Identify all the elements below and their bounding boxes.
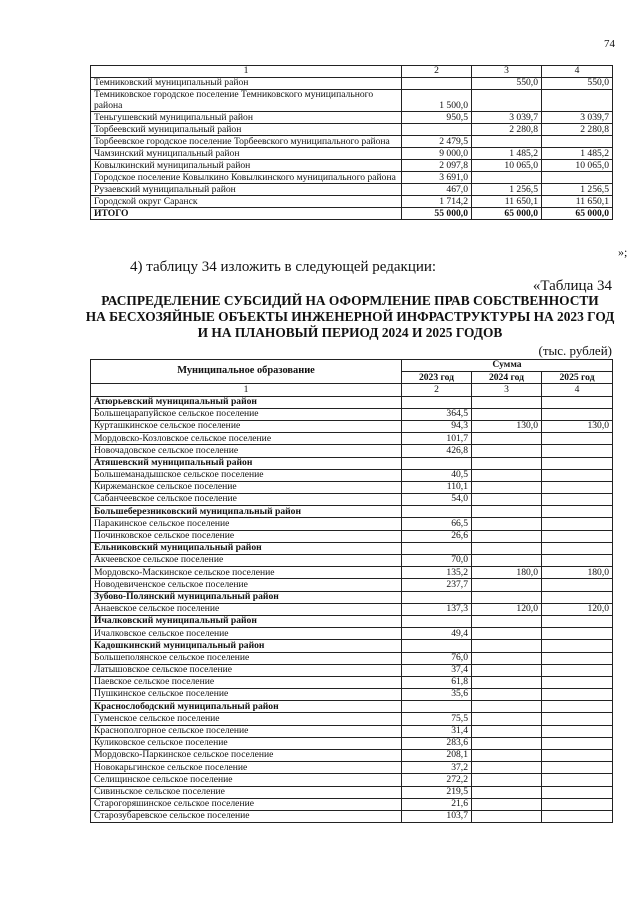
total-row [91, 208, 613, 220]
cell-name: Большеберезниковский муниципальный район [91, 506, 402, 518]
cell-name: Городской округ Саранск [91, 196, 402, 208]
cell-value-1: 9 000,0 [402, 148, 472, 160]
column-number: 2 [402, 384, 472, 396]
table1-header-cell: 4 [542, 66, 613, 78]
cell-name: Сабанчеевское сельское поселение [91, 494, 402, 506]
column-number: 3 [472, 384, 542, 396]
cell-value-2 [472, 555, 542, 567]
cell-value-1: 31,4 [402, 725, 472, 737]
cell-value-1: 237,7 [402, 579, 472, 591]
cell-value-3 [542, 469, 613, 481]
cell-name: Ичалковское сельское поселение [91, 628, 402, 640]
cell-value-3 [542, 762, 613, 774]
table-row [91, 469, 613, 481]
cell-value-2: 120,0 [472, 603, 542, 615]
cell-value-3 [542, 810, 613, 822]
cell-value-1: 66,5 [402, 518, 472, 530]
cell-value-1 [402, 615, 472, 627]
cell-name: Ельниковский муниципальный район [91, 542, 402, 554]
table-row [91, 481, 613, 493]
cell-value-3: 11 650,1 [542, 196, 613, 208]
table1-header-cell: 1 [91, 66, 402, 78]
cell-value-3: 550,0 [542, 77, 613, 89]
cell-value-2 [472, 774, 542, 786]
cell-value-1: 26,6 [402, 530, 472, 542]
cell-value-3 [542, 750, 613, 762]
cell-value-1: 426,8 [402, 445, 472, 457]
district-row [91, 640, 613, 652]
table-row [91, 737, 613, 749]
cell-name: Анаевское сельское поселение [91, 603, 402, 615]
cell-value-1: 364,5 [402, 408, 472, 420]
table-label: «Таблица 34 [532, 278, 612, 294]
cell-value-2: 1 485,2 [472, 148, 542, 160]
table-row [91, 408, 613, 420]
title-line: НА БЕСХОЗЯЙНЫЕ ОБЪЕКТЫ ИНЖЕНЕРНОЙ ИНФРАСТРУКТУРЫ НА 2023 ГОД [85, 309, 615, 324]
amendment-sentence: 4) таблицу 34 изложить в следующей редакции: [130, 259, 437, 275]
cell-value-3 [542, 445, 613, 457]
cell-value-2 [472, 518, 542, 530]
cell-name: Старогоряшинское сельское поселение [91, 798, 402, 810]
table-row [91, 810, 613, 822]
table-row [91, 689, 613, 701]
cell-value-1: 70,0 [402, 555, 472, 567]
table-row [91, 184, 613, 196]
cell-value-3 [542, 494, 613, 506]
table2-header-row [91, 360, 613, 372]
cell-value-1: 55 000,0 [402, 208, 472, 220]
cell-name: Куликовское сельское поселение [91, 737, 402, 749]
cell-value-3 [542, 615, 613, 627]
cell-value-1: 76,0 [402, 652, 472, 664]
table-row [91, 77, 613, 89]
cell-value-1: 2 479,5 [402, 136, 472, 148]
page-number: 74 [604, 38, 615, 50]
table1-body [91, 66, 613, 220]
cell-value-2 [472, 725, 542, 737]
cell-value-1: 49,4 [402, 628, 472, 640]
cell-value-3 [542, 457, 613, 469]
table-row [91, 420, 613, 432]
cell-value-2 [472, 542, 542, 554]
cell-name: Латышовское сельское поселение [91, 664, 402, 676]
cell-value-3: 2 280,8 [542, 124, 613, 136]
cell-name: Мордовско-Маскинское сельское поселение [91, 567, 402, 579]
cell-value-2 [472, 701, 542, 713]
cell-value-3: 65 000,0 [542, 208, 613, 220]
subsidy-table-continuation [90, 65, 613, 220]
cell-value-3 [542, 737, 613, 749]
cell-value-1: 21,6 [402, 798, 472, 810]
table-row [91, 628, 613, 640]
cell-value-3 [542, 136, 613, 148]
cell-value-2 [472, 481, 542, 493]
cell-value-1: 94,3 [402, 420, 472, 432]
cell-value-2 [472, 737, 542, 749]
table-row [91, 124, 613, 136]
cell-value-2 [472, 676, 542, 688]
table1-header-cell: 2 [402, 66, 472, 78]
header-year: 2023 год [402, 372, 472, 384]
cell-value-2 [472, 433, 542, 445]
cell-value-2 [472, 664, 542, 676]
cell-value-1 [402, 591, 472, 603]
cell-value-2 [472, 810, 542, 822]
cell-name: Акчеевское сельское поселение [91, 555, 402, 567]
cell-value-2 [472, 408, 542, 420]
cell-value-2: 10 065,0 [472, 160, 542, 172]
cell-name: Темниковский муниципальный район [91, 77, 402, 89]
cell-name: Большецарапуйское сельское поселение [91, 408, 402, 420]
table-row [91, 567, 613, 579]
cell-name: Мордовско-Козловское сельское поселение [91, 433, 402, 445]
table-row [91, 786, 613, 798]
district-row [91, 396, 613, 408]
cell-value-3 [542, 640, 613, 652]
cell-value-2 [472, 445, 542, 457]
cell-value-3 [542, 555, 613, 567]
cell-value-1: 35,6 [402, 689, 472, 701]
cell-value-2: 2 280,8 [472, 124, 542, 136]
cell-value-2: 65 000,0 [472, 208, 542, 220]
header-year: 2025 год [542, 372, 613, 384]
header-sum: Сумма [402, 360, 613, 372]
cell-value-1 [402, 701, 472, 713]
cell-value-3 [542, 689, 613, 701]
cell-value-1: 61,8 [402, 676, 472, 688]
cell-value-3 [542, 579, 613, 591]
cell-name: Починковское сельское поселение [91, 530, 402, 542]
cell-value-2 [472, 136, 542, 148]
cell-name: Паевское сельское поселение [91, 676, 402, 688]
cell-value-2 [472, 798, 542, 810]
cell-value-1: 272,2 [402, 774, 472, 786]
cell-value-2 [472, 640, 542, 652]
district-row [91, 506, 613, 518]
table-row [91, 713, 613, 725]
table-row [91, 652, 613, 664]
cell-value-2 [472, 579, 542, 591]
cell-name: Кадошкинский муниципальный район [91, 640, 402, 652]
table-row [91, 445, 613, 457]
cell-value-3: 180,0 [542, 567, 613, 579]
cell-value-3 [542, 518, 613, 530]
table-row [91, 664, 613, 676]
table-row [91, 555, 613, 567]
subsidy-distribution-table [90, 359, 613, 823]
cell-value-3: 3 039,7 [542, 112, 613, 124]
cell-value-3 [542, 172, 613, 184]
district-row [91, 591, 613, 603]
cell-value-1: 37,4 [402, 664, 472, 676]
cell-name: Большеполянское сельское поселение [91, 652, 402, 664]
cell-value-2: 11 650,1 [472, 196, 542, 208]
cell-name: Мордовско-Паркинское сельское поселение [91, 750, 402, 762]
units-label: (тыс. рублей) [538, 343, 612, 358]
column-number: 1 [91, 384, 402, 396]
cell-value-2 [472, 89, 542, 112]
cell-name: Сивиньское сельское поселение [91, 786, 402, 798]
table-row [91, 579, 613, 591]
cell-value-1: 283,6 [402, 737, 472, 749]
cell-value-2 [472, 396, 542, 408]
table-row [91, 433, 613, 445]
cell-value-2: 180,0 [472, 567, 542, 579]
cell-value-3: 120,0 [542, 603, 613, 615]
cell-value-3 [542, 481, 613, 493]
cell-value-2 [472, 615, 542, 627]
cell-value-1 [402, 77, 472, 89]
cell-name: Большеманадышское сельское поселение [91, 469, 402, 481]
cell-value-2 [472, 494, 542, 506]
table-row [91, 774, 613, 786]
cell-value-2 [472, 530, 542, 542]
cell-name: Атюрьевский муниципальный район [91, 396, 402, 408]
cell-name: Краснослободский муниципальный район [91, 701, 402, 713]
cell-value-3 [542, 506, 613, 518]
cell-name: Ичалковский муниципальный район [91, 615, 402, 627]
cell-value-2 [472, 750, 542, 762]
cell-name: Чамзинский муниципальный район [91, 148, 402, 160]
cell-name: Гуменское сельское поселение [91, 713, 402, 725]
table-row [91, 494, 613, 506]
cell-name: Ковылкинский муниципальный район [91, 160, 402, 172]
cell-value-1: 3 691,0 [402, 172, 472, 184]
table-row [91, 762, 613, 774]
cell-name: Селищинское сельское поселение [91, 774, 402, 786]
cell-value-2: 550,0 [472, 77, 542, 89]
cell-value-2 [472, 172, 542, 184]
table-row [91, 725, 613, 737]
cell-value-1: 1 500,0 [402, 89, 472, 112]
table1-header-cell: 3 [472, 66, 542, 78]
cell-name: Новочадовское сельское поселение [91, 445, 402, 457]
cell-value-3 [542, 652, 613, 664]
cell-value-1 [402, 457, 472, 469]
cell-value-3 [542, 725, 613, 737]
table-row [91, 89, 613, 112]
cell-value-1: 1 714,2 [402, 196, 472, 208]
table-row [91, 798, 613, 810]
cell-name: Темниковское городское поселение Темниковского муниципального района [91, 89, 402, 112]
cell-name: ИТОГО [91, 208, 402, 220]
table-row [91, 148, 613, 160]
cell-value-3 [542, 530, 613, 542]
cell-value-1 [402, 640, 472, 652]
cell-value-1 [402, 506, 472, 518]
cell-value-3 [542, 433, 613, 445]
cell-value-2: 3 039,7 [472, 112, 542, 124]
cell-value-1: 137,3 [402, 603, 472, 615]
cell-value-3 [542, 628, 613, 640]
cell-value-2 [472, 713, 542, 725]
cell-value-1: 37,2 [402, 762, 472, 774]
cell-value-1: 110,1 [402, 481, 472, 493]
cell-name: Торбеевское городское поселение Торбеевского муниципального района [91, 136, 402, 148]
cell-value-1: 40,5 [402, 469, 472, 481]
table-row [91, 112, 613, 124]
cell-value-1: 950,5 [402, 112, 472, 124]
cell-value-3: 1 256,5 [542, 184, 613, 196]
cell-name: Курташкинское сельское поселение [91, 420, 402, 432]
cell-name: Атяшевский муниципальный район [91, 457, 402, 469]
cell-value-1 [402, 542, 472, 554]
cell-value-1: 101,7 [402, 433, 472, 445]
cell-value-1: 54,0 [402, 494, 472, 506]
cell-name: Паракинское сельское поселение [91, 518, 402, 530]
cell-value-2: 130,0 [472, 420, 542, 432]
table-title [70, 293, 630, 341]
cell-value-2 [472, 628, 542, 640]
cell-value-3 [542, 786, 613, 798]
cell-value-1 [402, 396, 472, 408]
district-row [91, 701, 613, 713]
cell-name: Рузаевский муниципальный район [91, 184, 402, 196]
cell-value-3 [542, 798, 613, 810]
cell-value-3 [542, 396, 613, 408]
cell-value-2 [472, 786, 542, 798]
cell-value-3 [542, 701, 613, 713]
column-number: 4 [542, 384, 613, 396]
cell-value-1: 103,7 [402, 810, 472, 822]
header-municipality: Муниципальное образование [91, 360, 402, 384]
cell-name: Краснополгорное сельское поселение [91, 725, 402, 737]
cell-value-3 [542, 713, 613, 725]
cell-value-3 [542, 664, 613, 676]
title-line: И НА ПЛАНОВЫЙ ПЕРИОД 2024 И 2025 ГОДОВ [197, 325, 503, 340]
header-year: 2024 год [472, 372, 542, 384]
cell-name: Новодевиченское сельское поселение [91, 579, 402, 591]
table-row [91, 676, 613, 688]
cell-value-3 [542, 89, 613, 112]
cell-value-1: 219,5 [402, 786, 472, 798]
cell-name: Киржеманское сельское поселение [91, 481, 402, 493]
district-row [91, 542, 613, 554]
cell-name: Городское поселение Ковылкино Ковылкинского муниципального района [91, 172, 402, 184]
table-row [91, 518, 613, 530]
table-row [91, 136, 613, 148]
cell-value-2 [472, 689, 542, 701]
cell-name: Зубово-Полянский муниципальный район [91, 591, 402, 603]
cell-value-2 [472, 652, 542, 664]
title-line: РАСПРЕДЕЛЕНИЕ СУБСИДИЙ НА ОФОРМЛЕНИЕ ПРАВ СОБСТВЕННОСТИ [101, 293, 599, 308]
cell-name: Пушкинское сельское поселение [91, 689, 402, 701]
table1-header-row [91, 66, 613, 78]
table2-number-row [91, 384, 613, 396]
cell-value-2 [472, 762, 542, 774]
cell-value-2: 1 256,5 [472, 184, 542, 196]
cell-value-1: 208,1 [402, 750, 472, 762]
cell-value-1: 75,5 [402, 713, 472, 725]
cell-value-3: 10 065,0 [542, 160, 613, 172]
cell-value-2 [472, 591, 542, 603]
district-row [91, 457, 613, 469]
cell-value-1 [402, 124, 472, 136]
cell-value-3 [542, 591, 613, 603]
cell-value-1: 467,0 [402, 184, 472, 196]
cell-name: Теньгушевский муниципальный район [91, 112, 402, 124]
cell-value-3 [542, 408, 613, 420]
cell-value-1: 135,2 [402, 567, 472, 579]
cell-value-2 [472, 506, 542, 518]
cell-value-3 [542, 774, 613, 786]
cell-value-3: 1 485,2 [542, 148, 613, 160]
cell-value-3: 130,0 [542, 420, 613, 432]
cell-name: Торбеевский муниципальный район [91, 124, 402, 136]
table-row [91, 530, 613, 542]
cell-name: Новокарьгинское сельское поселение [91, 762, 402, 774]
cell-value-2 [472, 469, 542, 481]
closing-quote: »; [618, 245, 628, 259]
table-row [91, 750, 613, 762]
cell-name: Старозубаревское сельское поселение [91, 810, 402, 822]
district-row [91, 615, 613, 627]
cell-value-3 [542, 542, 613, 554]
cell-value-3 [542, 676, 613, 688]
table2-body [91, 360, 613, 823]
table-row [91, 196, 613, 208]
cell-value-2 [472, 457, 542, 469]
cell-value-1: 2 097,8 [402, 160, 472, 172]
table-row [91, 160, 613, 172]
table-row [91, 172, 613, 184]
table-row [91, 603, 613, 615]
